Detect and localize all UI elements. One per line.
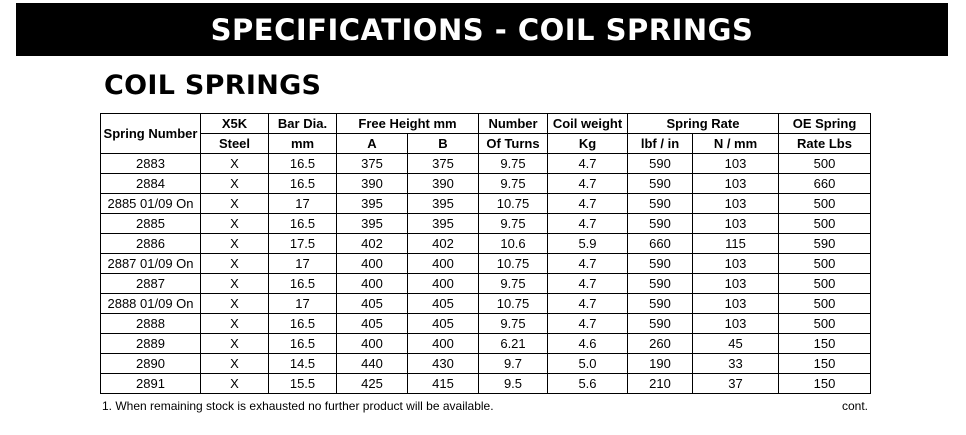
header-spring-rate: Spring Rate bbox=[628, 114, 779, 134]
header-free-b: B bbox=[408, 134, 479, 154]
cell-spring-number: 2887 01/09 On bbox=[101, 254, 201, 274]
cell-free-a: 395 bbox=[337, 214, 408, 234]
header-coil-unit: Kg bbox=[548, 134, 628, 154]
cell-free-a: 400 bbox=[337, 254, 408, 274]
cell-x5k: X bbox=[201, 294, 269, 314]
table-row bbox=[101, 334, 871, 354]
cell-bar-dia: 16.5 bbox=[269, 154, 337, 174]
cell-x5k: X bbox=[201, 214, 269, 234]
cell-oe-rate: 150 bbox=[779, 354, 871, 374]
table-row bbox=[101, 234, 871, 254]
header-bar-dia: Bar Dia. bbox=[269, 114, 337, 134]
cell-turns: 9.75 bbox=[479, 314, 548, 334]
header-oe-spring: OE Spring bbox=[779, 114, 871, 134]
cell-free-b: 402 bbox=[408, 234, 479, 254]
cell-bar-dia: 17 bbox=[269, 194, 337, 214]
cell-turns: 10.6 bbox=[479, 234, 548, 254]
cell-oe-rate: 590 bbox=[779, 234, 871, 254]
cell-rate-lbf: 590 bbox=[628, 294, 693, 314]
cell-free-a: 400 bbox=[337, 334, 408, 354]
header-spring-number: Spring Number bbox=[101, 114, 201, 154]
cell-coil-weight: 4.7 bbox=[548, 254, 628, 274]
cell-rate-nmm: 103 bbox=[693, 154, 779, 174]
cell-free-a: 440 bbox=[337, 354, 408, 374]
cell-spring-number: 2884 bbox=[101, 174, 201, 194]
table-row bbox=[101, 274, 871, 294]
cell-x5k: X bbox=[201, 314, 269, 334]
cell-spring-number: 2888 01/09 On bbox=[101, 294, 201, 314]
cell-spring-number: 2887 bbox=[101, 274, 201, 294]
table-header bbox=[101, 114, 871, 154]
cell-bar-dia: 16.5 bbox=[269, 314, 337, 334]
cell-free-a: 402 bbox=[337, 234, 408, 254]
cell-x5k: X bbox=[201, 154, 269, 174]
table-row bbox=[101, 174, 871, 194]
cell-oe-rate: 500 bbox=[779, 294, 871, 314]
cell-bar-dia: 17 bbox=[269, 294, 337, 314]
cell-coil-weight: 5.6 bbox=[548, 374, 628, 394]
cell-turns: 9.7 bbox=[479, 354, 548, 374]
cell-rate-nmm: 103 bbox=[693, 294, 779, 314]
cell-coil-weight: 4.7 bbox=[548, 294, 628, 314]
cell-free-a: 390 bbox=[337, 174, 408, 194]
cell-rate-nmm: 33 bbox=[693, 354, 779, 374]
header-of-turns: Of Turns bbox=[479, 134, 548, 154]
cell-free-b: 405 bbox=[408, 314, 479, 334]
cell-x5k: X bbox=[201, 334, 269, 354]
cell-free-b: 390 bbox=[408, 174, 479, 194]
header-bar-unit: mm bbox=[269, 134, 337, 154]
cell-rate-lbf: 590 bbox=[628, 174, 693, 194]
table-row bbox=[101, 354, 871, 374]
cell-x5k: X bbox=[201, 254, 269, 274]
cell-oe-rate: 150 bbox=[779, 334, 871, 354]
cell-free-b: 400 bbox=[408, 334, 479, 354]
header-number: Number bbox=[479, 114, 548, 134]
cell-spring-number: 2886 bbox=[101, 234, 201, 254]
cell-oe-rate: 500 bbox=[779, 254, 871, 274]
cell-free-b: 430 bbox=[408, 354, 479, 374]
cell-turns: 6.21 bbox=[479, 334, 548, 354]
cell-x5k: X bbox=[201, 174, 269, 194]
cell-x5k: X bbox=[201, 194, 269, 214]
cell-free-a: 400 bbox=[337, 274, 408, 294]
section-title: COIL SPRINGS bbox=[104, 70, 322, 101]
cell-bar-dia: 16.5 bbox=[269, 174, 337, 194]
cell-oe-rate: 500 bbox=[779, 314, 871, 334]
cell-turns: 9.75 bbox=[479, 174, 548, 194]
cell-rate-lbf: 660 bbox=[628, 234, 693, 254]
table-body bbox=[101, 154, 871, 394]
cell-free-a: 425 bbox=[337, 374, 408, 394]
table-row bbox=[101, 214, 871, 234]
cell-free-b: 405 bbox=[408, 294, 479, 314]
cell-bar-dia: 17 bbox=[269, 254, 337, 274]
cell-free-b: 395 bbox=[408, 194, 479, 214]
cell-bar-dia: 17.5 bbox=[269, 234, 337, 254]
header-rate-nmm: N / mm bbox=[693, 134, 779, 154]
continued-label: cont. bbox=[842, 399, 869, 413]
cell-spring-number: 2883 bbox=[101, 154, 201, 174]
table-row bbox=[101, 294, 871, 314]
specifications-table bbox=[100, 113, 871, 394]
cell-rate-lbf: 590 bbox=[628, 214, 693, 234]
cell-turns: 9.75 bbox=[479, 274, 548, 294]
table-row bbox=[101, 254, 871, 274]
header-rate-lbs: Rate Lbs bbox=[779, 134, 871, 154]
cell-turns: 10.75 bbox=[479, 194, 548, 214]
header-coil-weight: Coil weight bbox=[548, 114, 628, 134]
cell-bar-dia: 16.5 bbox=[269, 214, 337, 234]
cell-free-a: 405 bbox=[337, 294, 408, 314]
cell-rate-lbf: 260 bbox=[628, 334, 693, 354]
cell-rate-lbf: 590 bbox=[628, 314, 693, 334]
cell-x5k: X bbox=[201, 374, 269, 394]
cell-turns: 9.75 bbox=[479, 214, 548, 234]
cell-coil-weight: 4.7 bbox=[548, 214, 628, 234]
cell-coil-weight: 4.6 bbox=[548, 334, 628, 354]
cell-free-a: 395 bbox=[337, 194, 408, 214]
banner-title: SPECIFICATIONS - COIL SPRINGS bbox=[16, 3, 948, 56]
cell-x5k: X bbox=[201, 354, 269, 374]
cell-spring-number: 2889 bbox=[101, 334, 201, 354]
cell-rate-nmm: 103 bbox=[693, 314, 779, 334]
table-row bbox=[101, 374, 871, 394]
cell-rate-nmm: 103 bbox=[693, 214, 779, 234]
cell-rate-nmm: 103 bbox=[693, 194, 779, 214]
cell-oe-rate: 500 bbox=[779, 274, 871, 294]
cell-free-a: 405 bbox=[337, 314, 408, 334]
cell-rate-lbf: 590 bbox=[628, 154, 693, 174]
cell-oe-rate: 150 bbox=[779, 374, 871, 394]
header-free-a: A bbox=[337, 134, 408, 154]
cell-spring-number: 2885 bbox=[101, 214, 201, 234]
cell-coil-weight: 4.7 bbox=[548, 274, 628, 294]
cell-oe-rate: 660 bbox=[779, 174, 871, 194]
cell-oe-rate: 500 bbox=[779, 214, 871, 234]
cell-coil-weight: 4.7 bbox=[548, 194, 628, 214]
cell-x5k: X bbox=[201, 274, 269, 294]
cell-oe-rate: 500 bbox=[779, 154, 871, 174]
cell-free-b: 400 bbox=[408, 274, 479, 294]
footnote: 1. When remaining stock is exhausted no further product will be available. bbox=[102, 399, 494, 413]
cell-bar-dia: 15.5 bbox=[269, 374, 337, 394]
cell-rate-nmm: 37 bbox=[693, 374, 779, 394]
cell-free-b: 375 bbox=[408, 154, 479, 174]
cell-rate-nmm: 103 bbox=[693, 274, 779, 294]
cell-rate-nmm: 115 bbox=[693, 234, 779, 254]
cell-spring-number: 2885 01/09 On bbox=[101, 194, 201, 214]
cell-rate-lbf: 210 bbox=[628, 374, 693, 394]
cell-turns: 9.5 bbox=[479, 374, 548, 394]
cell-coil-weight: 5.0 bbox=[548, 354, 628, 374]
header-steel: Steel bbox=[201, 134, 269, 154]
cell-coil-weight: 5.9 bbox=[548, 234, 628, 254]
cell-coil-weight: 4.7 bbox=[548, 154, 628, 174]
cell-free-a: 375 bbox=[337, 154, 408, 174]
table-row bbox=[101, 194, 871, 214]
cell-rate-nmm: 45 bbox=[693, 334, 779, 354]
cell-free-b: 395 bbox=[408, 214, 479, 234]
cell-bar-dia: 16.5 bbox=[269, 274, 337, 294]
cell-rate-nmm: 103 bbox=[693, 254, 779, 274]
cell-bar-dia: 16.5 bbox=[269, 334, 337, 354]
cell-rate-nmm: 103 bbox=[693, 174, 779, 194]
cell-spring-number: 2891 bbox=[101, 374, 201, 394]
cell-turns: 10.75 bbox=[479, 254, 548, 274]
cell-oe-rate: 500 bbox=[779, 194, 871, 214]
cell-spring-number: 2890 bbox=[101, 354, 201, 374]
header-free-height: Free Height mm bbox=[337, 114, 479, 134]
cell-rate-lbf: 590 bbox=[628, 194, 693, 214]
cell-bar-dia: 14.5 bbox=[269, 354, 337, 374]
cell-spring-number: 2888 bbox=[101, 314, 201, 334]
cell-turns: 9.75 bbox=[479, 154, 548, 174]
cell-free-b: 415 bbox=[408, 374, 479, 394]
cell-coil-weight: 4.7 bbox=[548, 174, 628, 194]
cell-coil-weight: 4.7 bbox=[548, 314, 628, 334]
table-row bbox=[101, 154, 871, 174]
cell-turns: 10.75 bbox=[479, 294, 548, 314]
cell-rate-lbf: 190 bbox=[628, 354, 693, 374]
cell-free-b: 400 bbox=[408, 254, 479, 274]
header-rate-lbf: lbf / in bbox=[628, 134, 693, 154]
header-x5k: X5K bbox=[201, 114, 269, 134]
table-row bbox=[101, 314, 871, 334]
cell-rate-lbf: 590 bbox=[628, 274, 693, 294]
cell-rate-lbf: 590 bbox=[628, 254, 693, 274]
cell-x5k: X bbox=[201, 234, 269, 254]
